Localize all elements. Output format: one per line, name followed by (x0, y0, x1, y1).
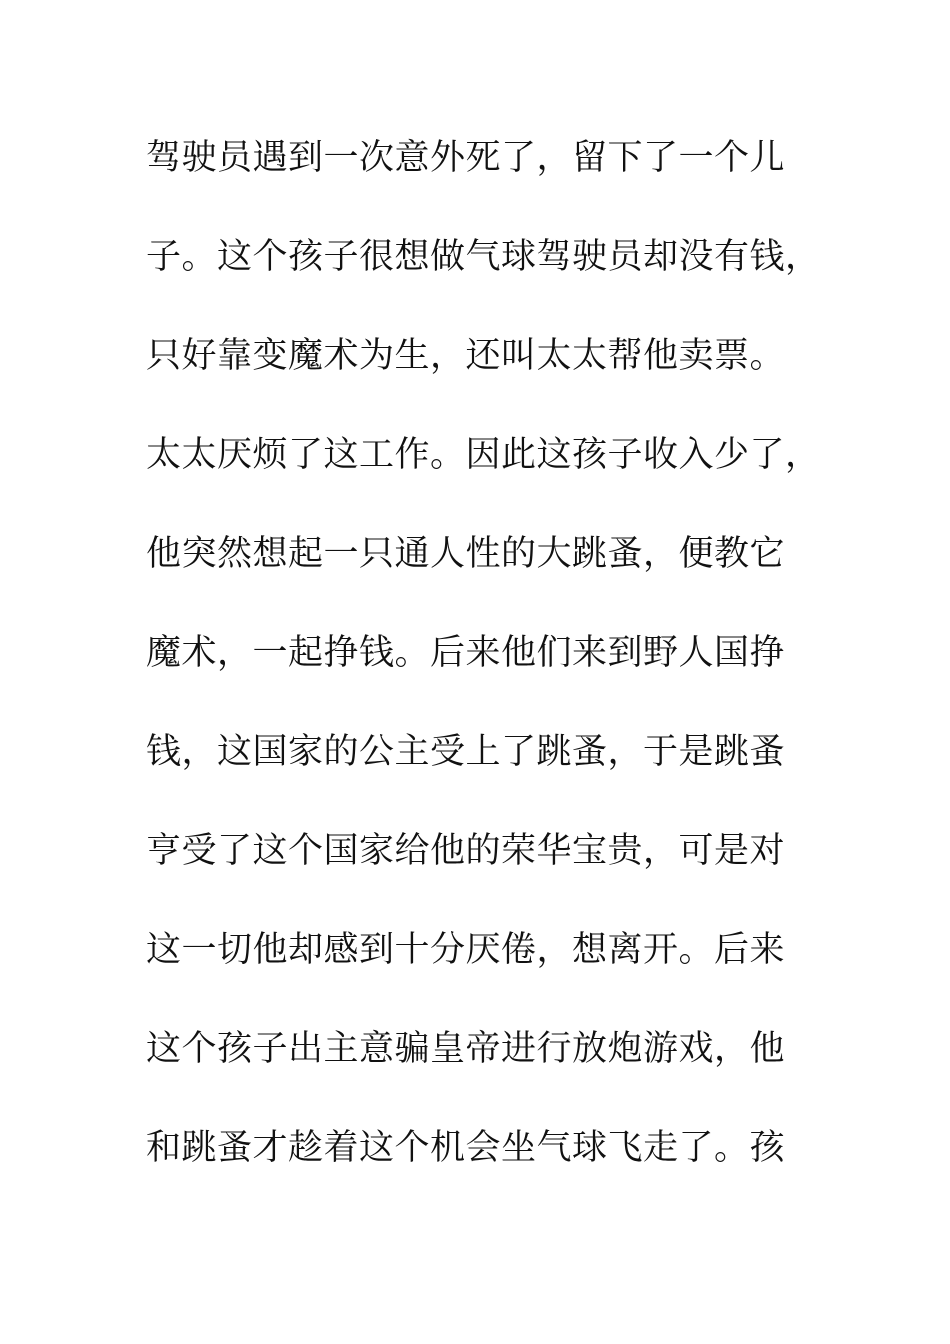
text-line: 这个孩子出主意骗皇帝进行放炮游戏，他 (146, 1029, 786, 1069)
text-line: 魔术，一起挣钱。后来他们来到野人国挣 (146, 633, 786, 673)
body-text (146, 128, 866, 1217)
text-line: 子。这个孩子很想做气球驾驶员却没有钱， (146, 237, 821, 277)
text-line: 太太厌烦了这工作。因此这孩子收入少了， (146, 435, 821, 475)
text-line: 亨受了这个国家给他的荣华宝贵，可是对 (146, 831, 786, 871)
text-line: 驾驶员遇到一次意外死了，留下了一个儿 (146, 138, 786, 178)
text-line: 只好靠变魔术为生，还叫太太帮他卖票。 (146, 336, 786, 376)
text-line: 他突然想起一只通人性的大跳蚤，便教它 (146, 534, 786, 574)
text-line: 钱，这国家的公主受上了跳蚤，于是跳蚤 (146, 732, 786, 772)
text-line: 这一切他却感到十分厌倦，想离开。后来 (146, 930, 786, 970)
text-line: 和跳蚤才趁着这个机会坐气球飞走了。孩 (146, 1128, 786, 1168)
